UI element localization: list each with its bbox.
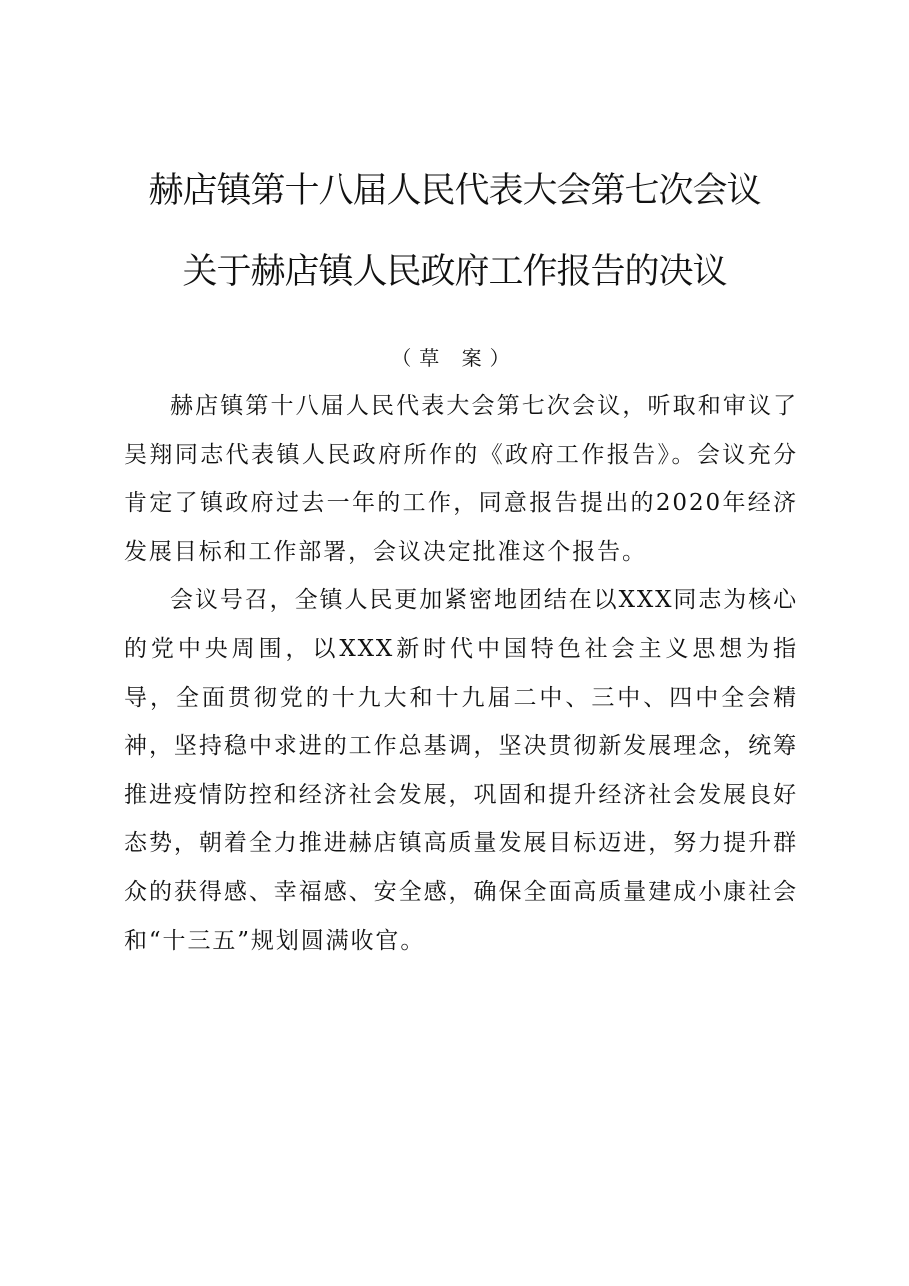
draft-label: （草 案） bbox=[391, 346, 518, 370]
body-paragraph-1: 赫店镇第十八届人民代表大会第七次会议，听取和审议了吴翔同志代表镇人民政府所作的《政府工作报告》。会议充分肯定了镇政府过去一年的工作，同意报告提出的2020年经济发展目标和工作部署，会议决定批准这个报告。 bbox=[124, 393, 798, 565]
document-title-line-2: 关于赫店镇人民政府工作报告的决议 bbox=[182, 252, 727, 292]
body-paragraph-2: 会议号召，全镇人民更加紧密地团结在以XXX同志为核心的党中央周围，以XXX新时代中国特色社会主义思想为指导，全面贯彻党的十九大和十九届二中、三中、四中全会精神，坚持稳中求进的工作总基调，坚决贯彻新发展理念，统筹推进疫情防控和经济社会发展，巩固和提升经济社会发展良好态势，朝着全力推进赫店镇高质量发展目标迈进，努力提升群众的获得感、幸福感、安全感，确保全面高质量建成小康社会和“十三五”规划圆满收官。 bbox=[124, 587, 798, 954]
document-title-line-1: 赫店镇第十八届人民代表大会第七次会议 bbox=[148, 171, 761, 211]
document-body bbox=[124, 382, 798, 965]
